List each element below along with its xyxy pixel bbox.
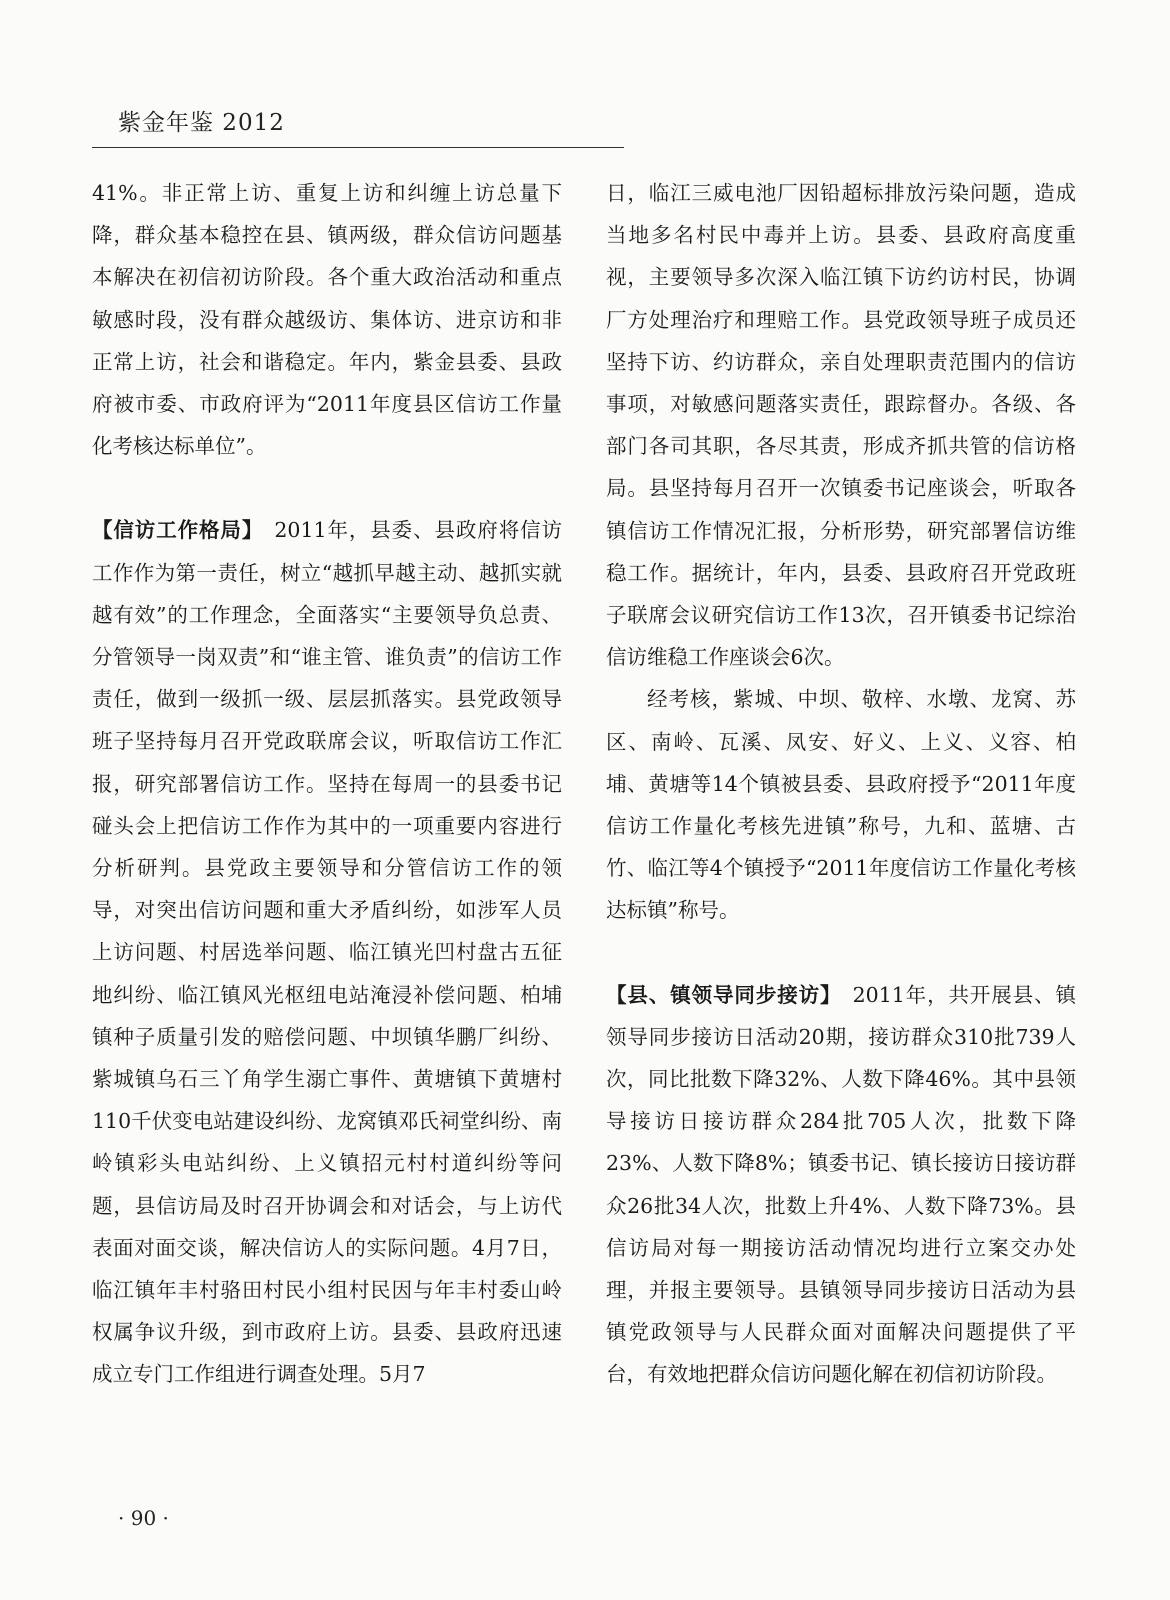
page-number: · 90 · — [118, 1506, 169, 1530]
right-column — [606, 172, 1076, 1396]
left-column — [92, 172, 562, 1396]
running-header: 紫金年鉴 2012 — [118, 110, 285, 136]
paragraph-gap — [92, 467, 562, 509]
header-rule — [92, 147, 624, 148]
paragraph: 经考核，紫城、中坝、敬梓、水墩、龙窝、苏区、南岭、瓦溪、凤安、好义、上义、义容、柏埔、黄塘等14个镇被县委、县政府授予“2011年度信访工作量化考核先进镇”称号，九和、蓝塘、古竹、临江等4个镇授予“2011年度信访工作量化考核达标镇”称号。 — [606, 687, 1076, 923]
section-paragraph — [92, 509, 562, 1395]
section-body: 2011年，共开展县、镇领导同步接访日活动20期，接访群众310批739人次，同比批数下降32%、人数下降46%。其中县领导接访日接访群众284批705人次，批数下降23%、人数下降8%；镇委书记、镇长接访日接访群众26批34人次，批数上升4%、人数下降73%。县信访局对每一期接访活动情况均进行立案交办处理，并报主要领导。县镇领导同步接访日活动为县镇党政领导与人民群众面对面解决问题提供了平台，有效地把群众信访问题化解在初信初访阶段。 — [606, 982, 1077, 1387]
paragraph-gap — [606, 932, 1076, 974]
section-heading: 【县、镇领导同步接访】 — [606, 982, 832, 1007]
section-paragraph — [606, 974, 1076, 1396]
paragraph: 日，临江三威电池厂因铅超标排放污染问题，造成当地多名村民中毒并上访。县委、县政府高度重视，主要领导多次深入临江镇下访约访村民，协调厂方处理治疗和理赔工作。县党政领导班子成员还坚持下访、约访群众，亲自处理职责范围内的信访事项，对敏感问题落实责任，跟踪督办。各级、各部门各司其职，各尽其责，形成齐抓共管的信访格局。县坚持每月召开一次镇委书记座谈会，听取各镇信访工作情况汇报，分析形势，研究部署信访维稳工作。据统计，年内，县委、县政府召开党政班子联席会议研究信访工作13次，召开镇委书记综治信访维稳工作座谈会6次。 — [606, 181, 1076, 670]
section-heading: 【信访工作格局】 — [92, 518, 253, 543]
paragraph: 41%。非正常上访、重复上访和纠缠上访总量下降，群众基本稳控在县、镇两级，群众信访问题基本解决在初信初访阶段。各个重大政治活动和重点敏感时段，没有群众越级访、集体访、进京访和非正常上访，社会和谐稳定。年内，紫金县委、县政府被市委、市政府评为“2011年度县区信访工作量化考核达标单位”。 — [92, 181, 562, 459]
section-body: 2011年，县委、县政府将信访工作作为第一责任，树立“越抓早越主动、越抓实就越有效”的工作理念，全面落实“主要领导负总责、分管领导一岗双责”和“谁主管、谁负责”的信访工作责任，做到一级抓一级、层层抓落实。县党政领导班子坚持每月召开党政联席会议，听取信访工作汇报，研究部署信访工作。坚持在每周一的县委书记碰头会上把信访工作作为其中的一项重要内容进行分析研判。县党政主要领导和分管信访工作的领导，对突出信访问题和重大矛盾纠纷，如涉军人员上访问题、村居选举问题、临江镇光凹村盘古五征地纠纷、临江镇风光枢纽电站淹浸补偿问题、柏埔镇种子质量引发的赔偿问题、中坝镇华鹏厂纠纷、紫城镇乌石三丫角学生溺亡事件、黄塘镇下黄塘村110千伏变电站建设纠纷、龙窝镇邓氏祠堂纠纷、南岭镇彩头电站纠纷、上义镇招元村村道纠纷等问题，县信访局及时召开协调会和对话会，与上访代表面对面交谈，解决信访人的实际问题。4月7日，临江镇年丰村骆田村民小组村民因与年丰村委山岭权属争议升级，到市政府上访。县委、县政府迅速成立专门工作组进行调查处理。5月7 — [92, 518, 563, 1387]
